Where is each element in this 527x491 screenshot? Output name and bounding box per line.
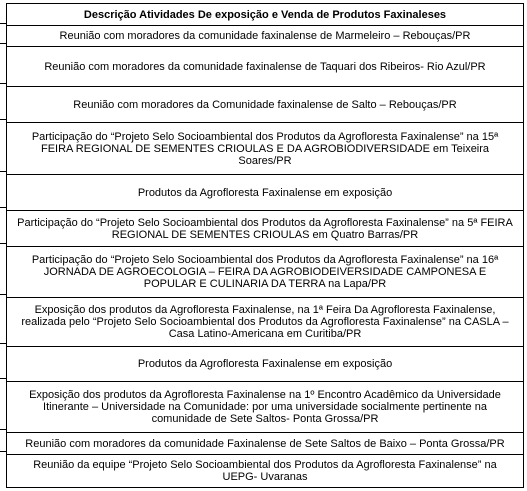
table-row: Produtos da Agrofloresta Faxinalense em exposição [7,346,523,381]
table-row: Reunião com moradores da Comunidade faxinalense de Salto – Rebouças/PR [7,86,523,122]
table-row: Exposição dos produtos da Agrofloresta Faxinalense, na 1ª Feira Da Agrofloresta Faxinalense, realizada pelo “Projeto Selo Socioambiental dos Produtos da Agrofloresta Faxinalense” na CASLA – Casa Latino-Americana em Curitiba/PR [7,297,523,346]
activities-table [6,3,524,488]
table-header: Descrição Atividades De exposição e Venda de Produtos Faxinaleses [83,8,447,21]
table-row: Reunião com moradores da comunidade faxinalense de Marmeleiro – Rebouças/PR [7,25,523,46]
table-row: Participação do “Projeto Selo Socioambiental dos Produtos da Agrofloresta Faxinalense” na 15ª FEIRA REGIONAL DE SEMENTES CRIOULAS E DA AGROBIODIVERSIDADE em Teixeira Soares/PR [7,122,523,174]
table-row: Participação do “Projeto Selo Socioambiental dos Produtos da Agrofloresta Faxinalense” na 5ª FEIRA REGIONAL DE SEMENTES CRIOULAS em Quatro Barras/PR [7,210,523,246]
table-row: Produtos da Agrofloresta Faxinalense em exposição [7,174,523,210]
table-row: Participação do “Projeto Selo Socioambiental dos Produtos da Agrofloresta Faxinalense” na 16ª JORNADA DE AGROECOLOGIA – FEIRA DA AGROBIODEIVERSIDADE CAMPONESA E POPULAR E CULINARIA DA TERRA na Lapa/PR [7,246,523,297]
table-row: Reunião da equipe “Projeto Selo Socioambiental dos Produtos da Agrofloresta Faxinalense” na UEPG- Uvaranas [7,454,523,487]
table-row: Exposição dos produtos da Agrofloresta Faxinalense na 1º Encontro Acadêmico da Universidade Itinerante – Universidade na Comunidade: por uma universidade socialmente pertinente na comunidade de Sete Saltos- Ponta Grossa/PR [7,381,523,432]
table-row: Reunião com moradores da comunidade faxinalense de Taquari dos Ribeiros- Rio Azul/PR [7,46,523,86]
table-row: Reunião com moradores da comunidade Faxinalense de Sete Saltos de Baixo – Ponta Grossa/PR [7,432,523,454]
